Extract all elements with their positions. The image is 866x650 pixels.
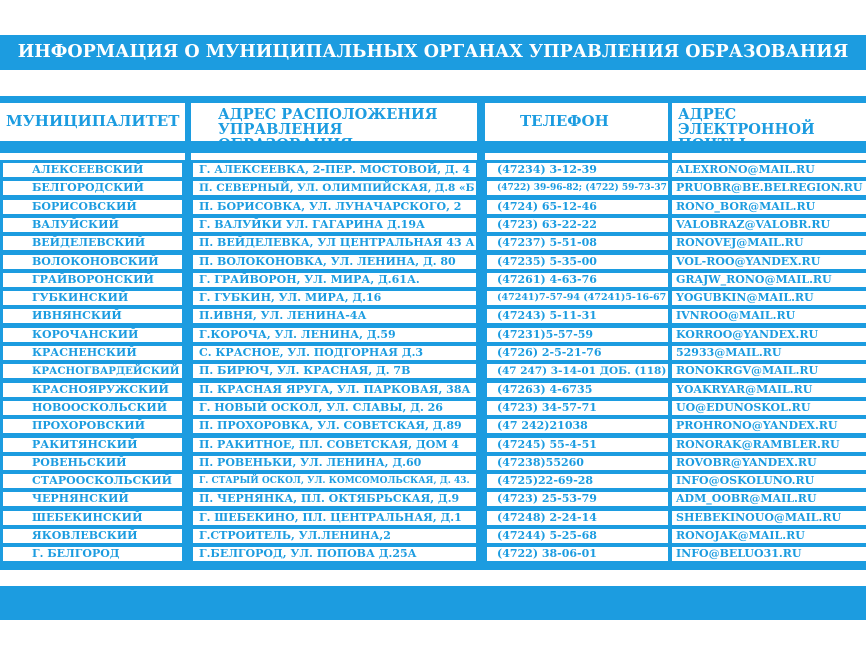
cell-municipality: НОВООСКОЛЬСКИЙ (3, 401, 182, 415)
cell-address: Г. ШЕБЕКИНО, ПЛ. ЦЕНТРАЛЬНАЯ, Д.1 (193, 511, 476, 525)
cell-address: Г. ГУБКИН, УЛ. МИРА, Д.16 (193, 291, 476, 305)
cell-address: П. ПРОХОРОВКА, УЛ. СОВЕТСКАЯ, Д.89 (193, 419, 476, 433)
cell-address: П. КРАСНАЯ ЯРУГА, УЛ. ПАРКОВАЯ, 38А (193, 383, 476, 397)
cell-email[interactable]: SHEBEKINOUO@MAIL.RU (672, 511, 866, 525)
cell-address: Г. СТАРЫЙ ОСКОЛ, УЛ. КОМСОМОЛЬСКАЯ, Д. 43. (193, 474, 476, 488)
cell-municipality: ГРАЙВОРОНСКИЙ (3, 273, 182, 287)
cell-email[interactable]: ALEXRONO@MAIL.RU (672, 163, 866, 177)
cell-phone: (47234) 3-12-39 (487, 163, 668, 177)
separator-strip (191, 153, 477, 160)
cell-email[interactable]: YOAKRYAR@MAIL.RU (672, 383, 866, 397)
cell-municipality: Г. БЕЛГОРОД (3, 547, 182, 561)
cell-address: П. ЧЕРНЯНКА, ПЛ. ОКТЯБРЬСКАЯ, Д.9 (193, 492, 476, 506)
cell-phone: (4724) 65-12-46 (487, 200, 668, 214)
cell-address: П. РАКИТНОЕ, ПЛ. СОВЕТСКАЯ, ДОМ 4 (193, 438, 476, 452)
bottom-band (0, 586, 866, 620)
separator-strip (0, 153, 185, 160)
cell-municipality: РАКИТЯНСКИЙ (3, 438, 182, 452)
cell-email[interactable]: VOL-ROO@YANDEX.RU (672, 255, 866, 269)
header-email (672, 103, 866, 153)
cell-address: Г.СТРОИТЕЛЬ, УЛ.ЛЕНИНА,2 (193, 529, 476, 543)
cell-municipality: ШЕБЕКИНСКИЙ (3, 511, 182, 525)
header-address-line1: АДРЕС РАСПОЛОЖЕНИЯ (218, 106, 438, 123)
cell-phone: (47237) 5-51-08 (487, 236, 668, 250)
cell-municipality: КРАСНЕНСКИЙ (3, 346, 182, 360)
cell-address: Г. АЛЕКСЕЕВКА, 2-ПЕР. МОСТОВОЙ, Д. 4 (193, 163, 476, 177)
cell-email[interactable]: GRAJW_RONO@MAIL.RU (672, 273, 866, 287)
cell-phone: (47245) 55-4-51 (487, 438, 668, 452)
cell-email[interactable]: PRUOBR@BE.BELREGION.RU (672, 181, 866, 195)
header-address-line2: УПРАВЛЕНИЯ ОБРАЗОВАНИЯ (218, 121, 354, 153)
cell-municipality: ИВНЯНСКИЙ (3, 309, 182, 323)
column-phone (485, 96, 668, 570)
cell-email[interactable]: ROVOBR@YANDEX.RU (672, 456, 866, 470)
cell-municipality: КОРОЧАНСКИЙ (3, 328, 182, 342)
header-address (191, 103, 477, 153)
cell-phone: (4725)22-69-28 (487, 474, 668, 488)
header-municipality-label: МУНИЦИПАЛИТЕТ (6, 112, 180, 130)
cell-address: П. РОВЕНЬКИ, УЛ. ЛЕНИНА, Д.60 (193, 456, 476, 470)
cell-email[interactable]: UO@EDUNOSKOL.RU (672, 401, 866, 415)
header-municipality (0, 103, 185, 141)
cell-email[interactable]: INFO@OSKOLUNO.RU (672, 474, 866, 488)
cell-phone: (47238)55260 (487, 456, 668, 470)
cell-phone: (4726) 2-5-21-76 (487, 346, 668, 360)
cell-email[interactable]: RONOJAK@MAIL.RU (672, 529, 866, 543)
header-phone (485, 103, 668, 141)
cell-email[interactable]: ADM_OOBR@MAIL.RU (672, 492, 866, 506)
cell-phone: (47235) 5-35-00 (487, 255, 668, 269)
column-municipality (0, 96, 185, 570)
cell-address: Г. ВАЛУЙКИ УЛ. ГАГАРИНА Д.19А (193, 218, 476, 232)
cell-address: Г. НОВЫЙ ОСКОЛ, УЛ. СЛАВЫ, Д. 26 (193, 401, 476, 415)
cell-email[interactable]: RONOVEJ@MAIL.RU (672, 236, 866, 250)
cell-phone: (47248) 2-24-14 (487, 511, 668, 525)
cell-municipality: ЧЕРНЯНСКИЙ (3, 492, 182, 506)
cell-email[interactable]: VALOBRAZ@VALOBR.RU (672, 218, 866, 232)
cell-address: П.ИВНЯ, УЛ. ЛЕНИНА-4А (193, 309, 476, 323)
cell-address: П. БИРЮЧ, УЛ. КРАСНАЯ, Д. 7В (193, 364, 476, 378)
header-phone-label: ТЕЛЕФОН (520, 112, 609, 130)
cell-address: Г. ГРАЙВОРОН, УЛ. МИРА, Д.61А. (193, 273, 476, 287)
cell-phone: (4723) 25-53-79 (487, 492, 668, 506)
cell-phone: (4722) 38-06-01 (487, 547, 668, 561)
cell-phone: (4723) 63-22-22 (487, 218, 668, 232)
separator-strip (672, 153, 866, 160)
separator-strip (485, 153, 668, 160)
cell-municipality: ВОЛОКОНОВСКИЙ (3, 255, 182, 269)
cell-address: П. ВОЛОКОНОВКА, УЛ. ЛЕНИНА, Д. 80 (193, 255, 476, 269)
cell-email[interactable]: INFO@BELUO31.RU (672, 547, 866, 561)
cell-address: Г.КОРОЧА, УЛ. ЛЕНИНА, Д.59 (193, 328, 476, 342)
cell-email[interactable]: PROHRONO@YANDEX.RU (672, 419, 866, 433)
cell-municipality: ЯКОВЛЕВСКИЙ (3, 529, 182, 543)
cell-phone: (47231)5-57-59 (487, 328, 668, 342)
cell-email[interactable]: KORROO@YANDEX.RU (672, 328, 866, 342)
cell-municipality: АЛЕКСЕЕВСКИЙ (3, 163, 182, 177)
cell-email[interactable]: RONORAK@RAMBLER.RU (672, 438, 866, 452)
cell-phone: (47241)7-57-94 (47241)5-16-67 (487, 291, 668, 305)
cell-address: П. ВЕЙДЕЛЕВКА, УЛ ЦЕНТРАЛЬНАЯ 43 А (193, 236, 476, 250)
header-email-line1: АДРЕС ЭЛЕКТРОННОЙ (678, 106, 815, 138)
cell-phone: (47244) 5-25-68 (487, 529, 668, 543)
cell-municipality: ВЕЙДЕЛЕВСКИЙ (3, 236, 182, 250)
cell-email[interactable]: 52933@MAIL.RU (672, 346, 866, 360)
column-address (191, 96, 477, 570)
cell-email[interactable]: RONOKRGV@MAIL.RU (672, 364, 866, 378)
cell-phone: (47261) 4-63-76 (487, 273, 668, 287)
cell-municipality: БОРИСОВСКИЙ (3, 200, 182, 214)
cell-phone: (47263) 4-6735 (487, 383, 668, 397)
column-email (672, 96, 866, 570)
cell-municipality: ВАЛУЙСКИЙ (3, 218, 182, 232)
page-title: ИНФОРМАЦИЯ О МУНИЦИПАЛЬНЫХ ОРГАНАХ УПРАВЛЕНИЯ ОБРАЗОВАНИЯ (17, 42, 849, 62)
cell-municipality: ГУБКИНСКИЙ (3, 291, 182, 305)
cell-phone: (4723) 34-57-71 (487, 401, 668, 415)
cell-phone: (47243) 5-11-31 (487, 309, 668, 323)
cell-email[interactable]: RONO_BOR@MAIL.RU (672, 200, 866, 214)
cell-phone: (47 247) 3-14-01 ДОБ. (118) (487, 364, 668, 378)
cell-municipality: КРАСНОЯРУЖСКИЙ (3, 383, 182, 397)
header-email-line2: ПОЧТЫ (678, 136, 746, 153)
cell-municipality: СТАРООСКОЛЬСКИЙ (3, 474, 182, 488)
cell-email[interactable]: IVNROO@MAIL.RU (672, 309, 866, 323)
cell-municipality: БЕЛГОРОДСКИЙ (3, 181, 182, 195)
cell-phone: (4722) 39-96-82; (4722) 59-73-37 (487, 181, 668, 195)
cell-municipality: КРАСНОГВАРДЕЙСКИЙ (3, 364, 182, 378)
cell-address: П. СЕВЕРНЫЙ, УЛ. ОЛИМПИЙСКАЯ, Д.8 «Б (193, 181, 476, 195)
contacts-table (0, 96, 866, 570)
cell-address: С. КРАСНОЕ, УЛ. ПОДГОРНАЯ Д.3 (193, 346, 476, 360)
cell-municipality: ПРОХОРОВСКИЙ (3, 419, 182, 433)
cell-address: Г.БЕЛГОРОД, УЛ. ПОПОВА Д.25А (193, 547, 476, 561)
cell-email[interactable]: YOGUBKIN@MAIL.RU (672, 291, 866, 305)
cell-address: П. БОРИСОВКА, УЛ. ЛУНАЧАРСКОГО, 2 (193, 200, 476, 214)
cell-phone: (47 242)21038 (487, 419, 668, 433)
cell-municipality: РОВЕНЬСКИЙ (3, 456, 182, 470)
